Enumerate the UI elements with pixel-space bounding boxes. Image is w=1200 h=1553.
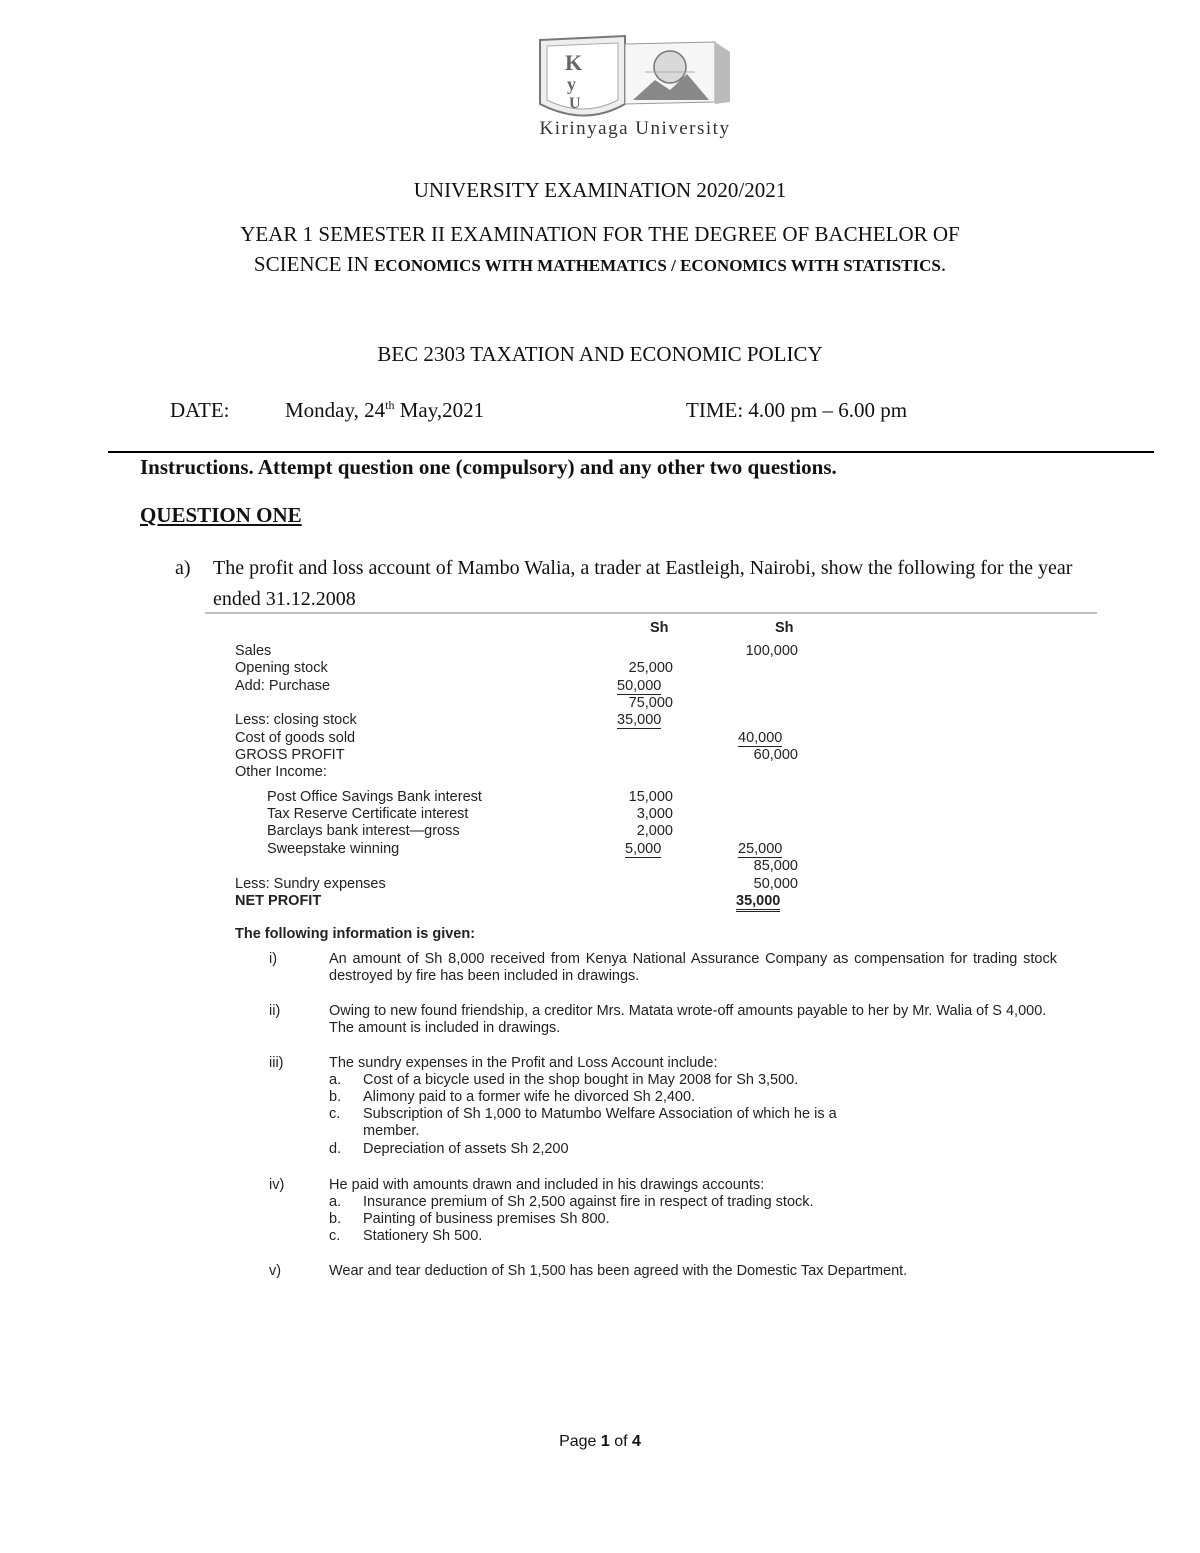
statement-top-border	[205, 612, 1097, 614]
university-name: Kirinyaga University	[539, 118, 731, 139]
course-title: BEC 2303 TAXATION AND ECONOMIC POLICY	[377, 342, 823, 366]
instructions: Instructions. Attempt question one (compulsory) and any other two questions.	[140, 455, 837, 479]
row-label: Less: Sundry expenses	[235, 876, 386, 892]
page-number: 1	[600, 1433, 610, 1450]
sub-letter: d.	[329, 1141, 342, 1157]
sub-letter: c.	[329, 1228, 341, 1244]
row-c2-value: 35,000	[736, 893, 780, 912]
date-value-rest: May,2021	[394, 398, 485, 422]
sub-text: Subscription of Sh 1,000 to Matumbo Welfare Association of which he is a	[363, 1106, 837, 1122]
info-text: An amount of Sh 8,000 received from Kenya National Assurance Company as compensation for trading stock destroyed by fire has been included in drawings.	[329, 951, 1057, 984]
question-a-label: a)	[175, 557, 191, 579]
row-c2-value: 25,000	[738, 841, 783, 857]
degree-programmes: ECONOMICS WITH MATHEMATICS / ECONOMICS WITH STATISTICS	[374, 256, 941, 275]
row-c1-value: 5,000	[625, 841, 662, 857]
row-c1: 25,000	[628, 660, 673, 676]
info-item	[220, 1055, 1070, 1155]
row-c2: 85,000	[753, 858, 798, 874]
profit-loss-statement	[205, 612, 1097, 1302]
row-c2: 60,000	[753, 747, 798, 763]
sub-letter: a.	[329, 1072, 342, 1088]
sub-letter: b.	[329, 1089, 342, 1105]
svg-text:y: y	[567, 74, 576, 94]
row-c2: 100,000	[745, 643, 798, 659]
info-item	[220, 1177, 1070, 1247]
col2-header: Sh	[775, 620, 794, 636]
row-c1	[617, 712, 661, 729]
exam-time: TIME: 4.00 pm – 6.00 pm	[686, 398, 908, 422]
row-c1-value: 50,000	[617, 678, 662, 694]
question-a-text: The profit and loss account of Mambo Walia, a trader at Eastleigh, Nairobi, show the following for the year ended 31.12.2008	[213, 557, 1073, 610]
header-divider	[108, 451, 1154, 453]
row-c1: 75,000	[628, 695, 673, 711]
row-label: Sweepstake winning	[267, 841, 400, 857]
row-label: Opening stock	[235, 660, 328, 676]
info-text: The sundry expenses in the Profit and Loss Account include:	[329, 1055, 718, 1071]
date-value-main: Monday, 24	[285, 398, 386, 422]
svg-text:K: K	[565, 50, 583, 75]
exam-title: UNIVERSITY EXAMINATION 2020/2021	[413, 178, 787, 202]
row-label: GROSS PROFIT	[235, 747, 345, 763]
info-text: Owing to new found friendship, a creditor Mrs. Matata wrote-off amounts payable to her by Mr. Walia of S 4,000. The amount is included in drawings.	[329, 1003, 1047, 1036]
page-total: 4	[632, 1433, 641, 1450]
university-logo	[525, 32, 795, 182]
page-footer	[0, 1433, 1200, 1451]
sub-letter: b.	[329, 1211, 342, 1227]
row-label: Barclays bank interest—gross	[267, 823, 460, 839]
question-heading: QUESTION ONE	[140, 503, 302, 527]
sub-text: Stationery Sh 500.	[363, 1228, 483, 1244]
date-ordinal: th	[385, 398, 395, 412]
row-label: Post Office Savings Bank interest	[267, 789, 482, 805]
row-c1: 15,000	[628, 789, 673, 805]
info-roman: iii)	[269, 1055, 284, 1071]
sub-text: member.	[363, 1123, 420, 1139]
info-roman: iv)	[269, 1177, 285, 1193]
info-text: Wear and tear deduction of Sh 1,500 has been agreed with the Domestic Tax Department.	[329, 1263, 908, 1279]
date-label: DATE:	[170, 398, 230, 422]
row-c1-value: 35,000	[617, 712, 662, 728]
degree-line-2	[0, 252, 1200, 277]
sub-text: Alimony paid to a former wife he divorced Sh 2,400.	[363, 1089, 696, 1105]
sub-text: Cost of a bicycle used in the shop bought in May 2008 for Sh 3,500.	[363, 1072, 799, 1088]
sub-text: Depreciation of assets Sh 2,200	[363, 1141, 569, 1157]
row-c2	[736, 893, 780, 910]
info-roman: i)	[269, 951, 278, 967]
row-c2	[738, 730, 782, 747]
info-heading: The following information is given:	[235, 926, 476, 942]
sub-text: Insurance premium of Sh 2,500 against fire in respect of trading stock.	[363, 1194, 814, 1210]
col1-header: Sh	[650, 620, 669, 636]
row-c1: 2,000	[636, 823, 673, 839]
sub-letter: c.	[329, 1106, 341, 1122]
sub-letter: a.	[329, 1194, 342, 1210]
row-label: Cost of goods sold	[235, 730, 356, 746]
degree-line-2-prefix: SCIENCE IN	[253, 252, 375, 276]
row-c1	[625, 841, 661, 858]
exam-date	[285, 398, 484, 423]
row-c1	[617, 678, 661, 695]
row-label: Tax Reserve Certificate interest	[267, 806, 469, 822]
info-roman: ii)	[269, 1003, 281, 1019]
row-c2	[738, 841, 782, 858]
row-label: Other Income:	[235, 764, 327, 780]
info-roman: v)	[269, 1263, 282, 1279]
row-label: Sales	[235, 643, 272, 659]
page-of: of	[609, 1433, 633, 1450]
degree-line-2-period: .	[940, 252, 947, 276]
info-text: He paid with amounts drawn and included in his drawings accounts:	[329, 1177, 765, 1193]
page-word: Page	[559, 1433, 601, 1450]
row-c1: 3,000	[636, 806, 673, 822]
svg-text:U: U	[569, 95, 581, 112]
row-label: NET PROFIT	[235, 893, 322, 909]
row-label: Add: Purchase	[235, 678, 331, 694]
row-label: Less: closing stock	[235, 712, 357, 728]
row-c2: 50,000	[753, 876, 798, 892]
sub-text: Painting of business premises Sh 800.	[363, 1211, 610, 1227]
row-c2-value: 40,000	[738, 730, 783, 746]
degree-line-1: YEAR 1 SEMESTER II EXAMINATION FOR THE DEGREE OF BACHELOR OF	[240, 222, 960, 246]
